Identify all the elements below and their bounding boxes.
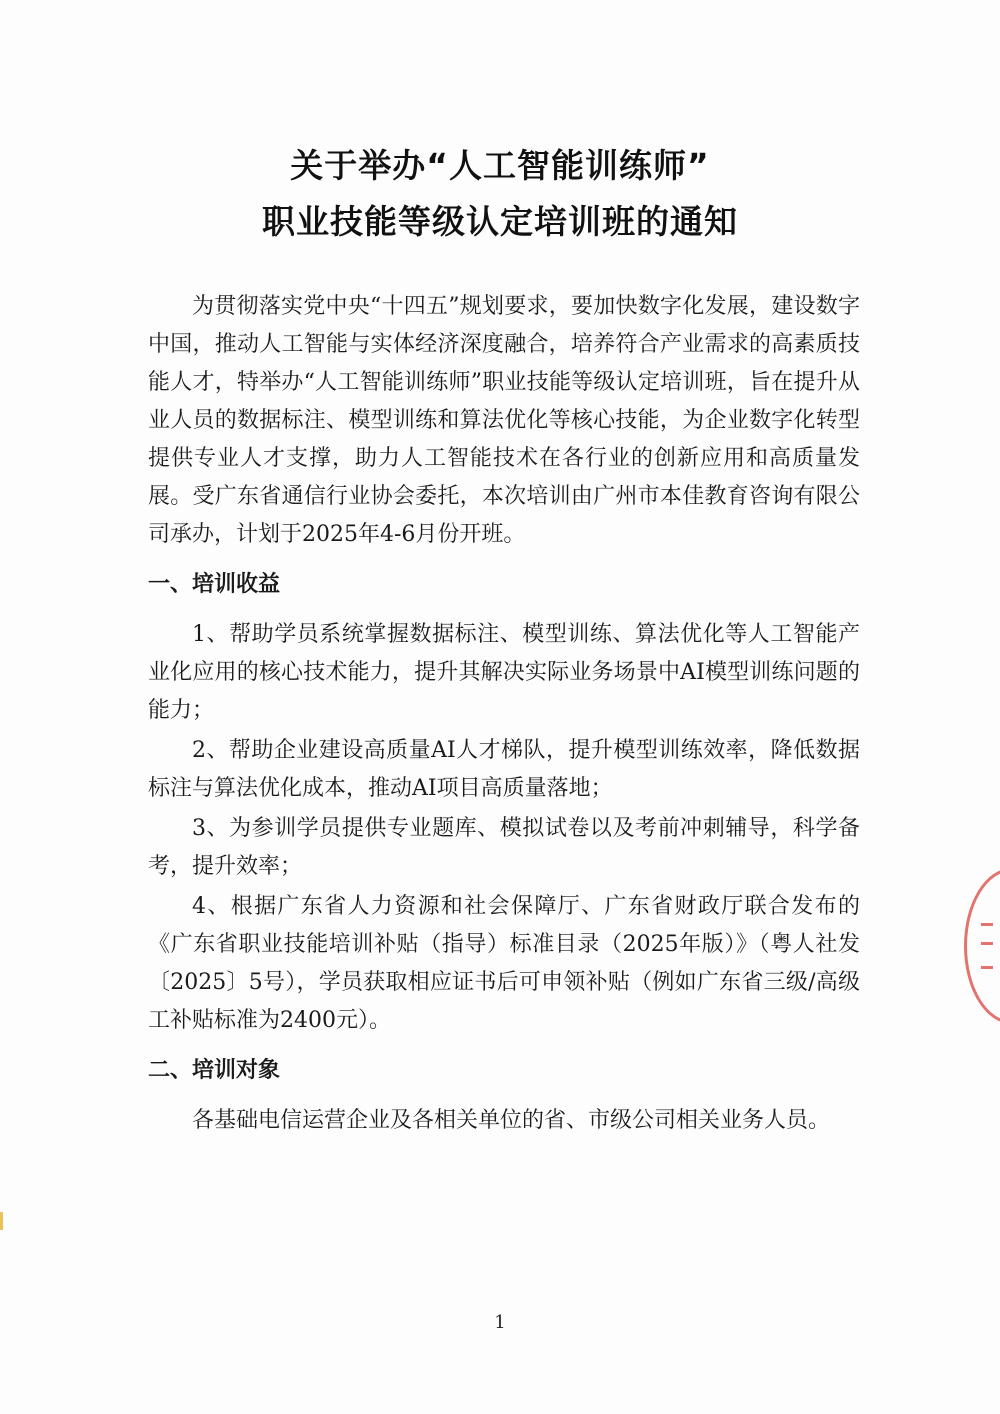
intro-paragraph: 为贯彻落实党中央“十四五”规划要求，要加快数字化发展，建设数字中国，推动人工智能与实体经济深度融合，培养符合产业需求的高素质技能人才，特举办“人工智能训练师”职业技能等级认定培训班，旨在提升从业人员的数据标注、模型训练和算法优化等核心技能，为企业数字化转型提供专业人才支撑，助力人工智能技术在各行业的创新应用和高质量发展。受广东省通信行业协会委托，本次培训由广州市本佳教育咨询有限公司承办，计划于2025年4-6月份开班。: [148, 294, 860, 547]
benefit-item-2: 2、帮助企业建设高质量AI人才梯队，提升模型训练效率，降低数据标注与算法优化成本，推动AI项目高质量落地；: [148, 738, 860, 801]
audience-item-1: 各基础电信运营企业及各相关单位的省、市级公司相关业务人员。: [192, 1108, 831, 1133]
document-body: [148, 288, 860, 1142]
section-heading-audience: 二、培训对象: [148, 1058, 281, 1083]
seal-stamp-glyph: [981, 923, 993, 969]
benefit-item-4: 4、根据广东省人力资源和社会保障厅、广东省财政厅联合发布的《广东省职业技能培训补贴（指导）标准目录（2025年版）》（粤人社发〔2025〕5号），学员获取相应证书后可申领补贴（例如广东省三级/高级工补贴标准为2400元）。: [148, 894, 860, 1033]
section-heading-benefits: 一、培训收益: [148, 572, 281, 597]
title-line-2: 职业技能等级认定培训班的通知: [262, 202, 738, 241]
page-number: 1: [494, 1312, 506, 1333]
seal-stamp-fragment: [964, 868, 1000, 1024]
benefit-item-1: 1、帮助学员系统掌握数据标注、模型训练、算法优化等人工智能产业化应用的核心技术能力，提升其解决实际业务场景中AI模型训练问题的能力；: [148, 622, 860, 723]
benefit-item-3: 3、为参训学员提供专业题库、模拟试卷以及考前冲刺辅导，科学备考，提升效率；: [148, 816, 860, 879]
title-line-1: 关于举办“人工智能训练师”: [290, 146, 710, 185]
margin-scan-mark: [0, 1212, 3, 1230]
